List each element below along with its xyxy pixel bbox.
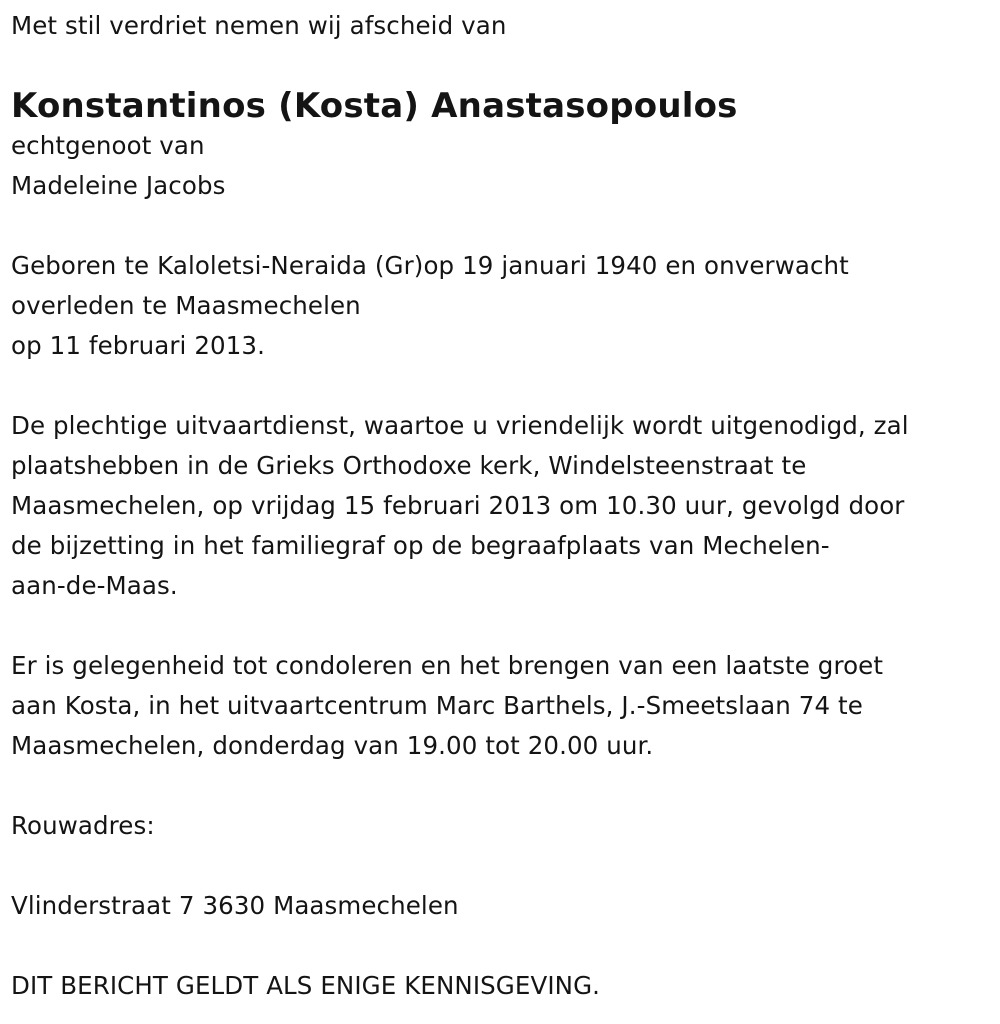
closing-statement: DIT BERICHT GELDT ALS ENIGE KENNISGEVING. [11, 971, 601, 1000]
funeral-paragraph [11, 406, 991, 606]
paragraph-line: Maasmechelen, op vrijdag 15 februari 2013 om 10.30 uur, gevolgd door [11, 491, 905, 520]
paragraph-line: aan-de-Maas. [11, 571, 178, 600]
paragraph-line: Maasmechelen, donderdag van 19.00 tot 20.00 uur. [11, 731, 654, 760]
paragraph-line: plaatshebben in de Grieks Orthodoxe kerk, Windelsteenstraat te [11, 451, 807, 480]
obituary-notice [11, 6, 991, 1006]
paragraph-line: op 11 februari 2013. [11, 331, 265, 360]
relation-block [11, 126, 991, 206]
spouse-name: Madeleine Jacobs [11, 171, 226, 200]
paragraph-line: overleden te Maasmechelen [11, 291, 361, 320]
paragraph-line: De plechtige uitvaartdienst, waartoe u vriendelijk wordt uitgenodigd, zal [11, 411, 909, 440]
deceased-name: Konstantinos (Kosta) Anastasopoulos [11, 86, 738, 126]
condolence-paragraph [11, 646, 991, 766]
relation-line: echtgenoot van [11, 131, 205, 160]
mourning-address: Vlinderstraat 7 3630 Maasmechelen [11, 891, 459, 920]
intro-text: Met stil verdriet nemen wij afscheid van [11, 11, 507, 40]
birth-death-paragraph [11, 246, 991, 366]
paragraph-line: aan Kosta, in het uitvaartcentrum Marc Barthels, J.-Smeetslaan 74 te [11, 691, 863, 720]
mourning-address-label: Rouwadres: [11, 811, 155, 840]
paragraph-line: Geboren te Kaloletsi-Neraida (Gr)op 19 januari 1940 en onverwacht [11, 251, 849, 280]
paragraph-line: Er is gelegenheid tot condoleren en het brengen van een laatste groet [11, 651, 884, 680]
paragraph-line: de bijzetting in het familiegraf op de begraafplaats van Mechelen- [11, 531, 830, 560]
